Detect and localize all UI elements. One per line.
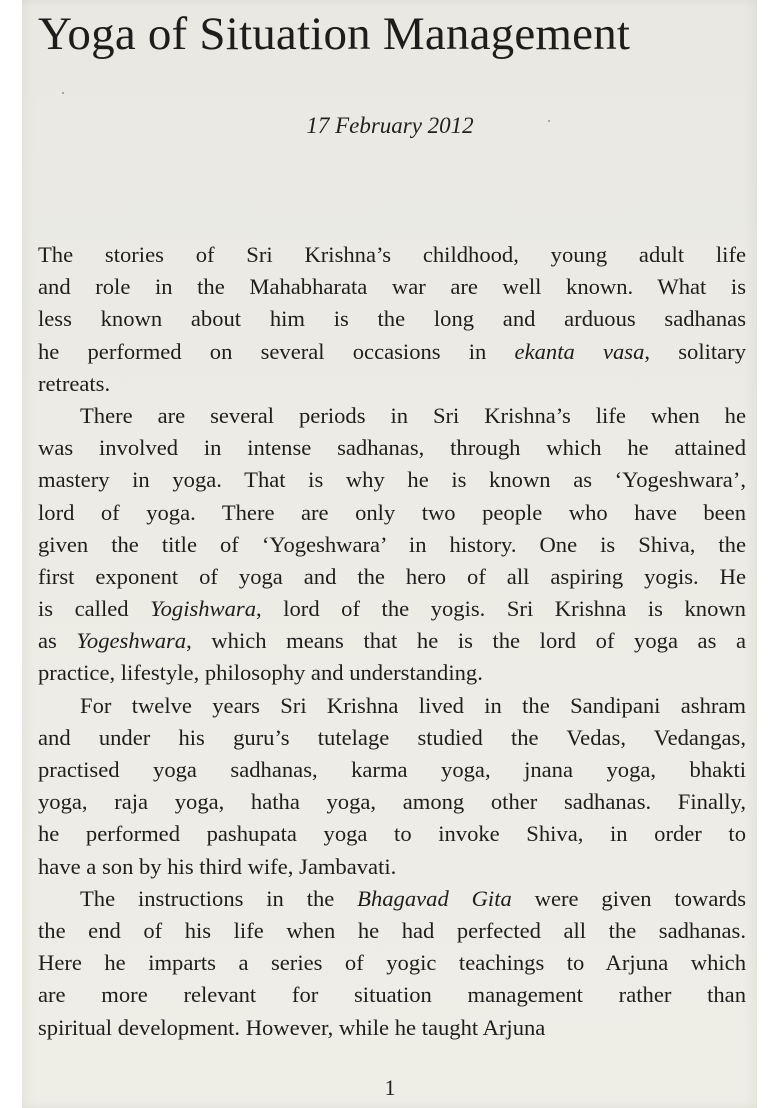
text-run: was involved in intense sadhanas, through which he attained [38,435,746,461]
text-run: mastery in yoga. That is why he is known as ‘Yogeshwara’, [38,467,746,493]
body-text [38,239,746,1044]
text-run: are more relevant for situation management rather than [38,982,746,1008]
text-run: he performed pashupata yoga to invoke Shiva, in order to [38,821,746,847]
text-run: have a son by his third wife, Jambavati. [38,853,397,879]
text-run: he performed on several occasions in [38,338,515,364]
text-line [38,561,746,593]
paper-speck [62,92,64,94]
text-line [38,754,746,786]
text-run: given the title of ‘Yogeshwara’ in history. One is Shiva, the [38,531,746,557]
text-line [38,786,746,818]
text-line [38,1012,746,1044]
text-run: and under his guru’s tutelage studied the Vedas, Vedangas, [38,724,746,750]
text-run: , which means that he is the lord of yoga as a [186,628,746,654]
text-line [38,336,746,368]
text-run: , lord of the yogis. Sri Krishna is known [256,596,746,622]
text-run: less known about him is the long and arduous sadhanas [38,306,746,332]
chapter-title: Yoga of Situation Management [38,8,631,60]
text-line [38,400,746,432]
text-line [38,722,746,754]
text-line [38,625,746,657]
paragraph [38,883,746,1044]
paragraph [38,400,746,690]
text-line [38,915,746,947]
text-line [38,947,746,979]
text-run: were given towards [511,885,746,911]
text-line [38,657,746,689]
text-line [38,271,746,303]
italic-term: Yogishwara [150,596,257,622]
paragraph [38,690,746,883]
italic-term: ekanta vasa [514,338,645,364]
text-run: is called [38,596,151,622]
text-run: yoga, raja yoga, hatha yoga, among other sadhanas. Finally, [38,789,746,815]
text-run: The instructions in the [80,885,358,911]
text-line [38,979,746,1011]
text-line [38,690,746,722]
text-run: first exponent of yoga and the hero of all aspiring yogis. He [38,563,746,589]
text-line [38,818,746,850]
text-line [38,593,746,625]
text-line [38,432,746,464]
text-line [38,497,746,529]
text-line [38,529,746,561]
text-run: The stories of Sri Krishna’s childhood, young adult life [38,242,746,267]
text-run: There are several periods in Sri Krishna’s life when he [80,402,746,428]
text-run: the end of his life when he had perfected all the sadhanas. [38,917,746,943]
text-run: lord of yoga. There are only two people who have been [38,499,746,525]
page-number: 1 [384,1075,396,1100]
text-run: For twelve years Sri Krishna lived in the Sandipani ashram [80,692,746,718]
text-run: practice, lifestyle, philosophy and understanding. [38,660,483,686]
text-line [38,368,746,400]
paragraph [38,239,746,400]
text-line [38,239,746,271]
text-line [38,464,746,496]
text-line [38,883,746,915]
chapter-date: 17 February 2012 [306,113,474,138]
text-run: Here he imparts a series of yogic teachings to Arjuna which [38,950,746,976]
text-run: , solitary [644,338,746,364]
text-run: spiritual development. However, while he taught Arjuna [38,1014,546,1040]
text-run: practised yoga sadhanas, karma yoga, jnana yoga, bhakti [38,757,746,782]
text-run: and role in the Mahabharata war are well known. What is [38,274,746,300]
text-run: as [38,628,77,654]
text-line [38,303,746,335]
italic-term: Yogeshwara [76,628,187,654]
text-run: retreats. [38,370,111,396]
italic-term: Bhagavad Gita [357,885,512,911]
text-line [38,851,746,883]
